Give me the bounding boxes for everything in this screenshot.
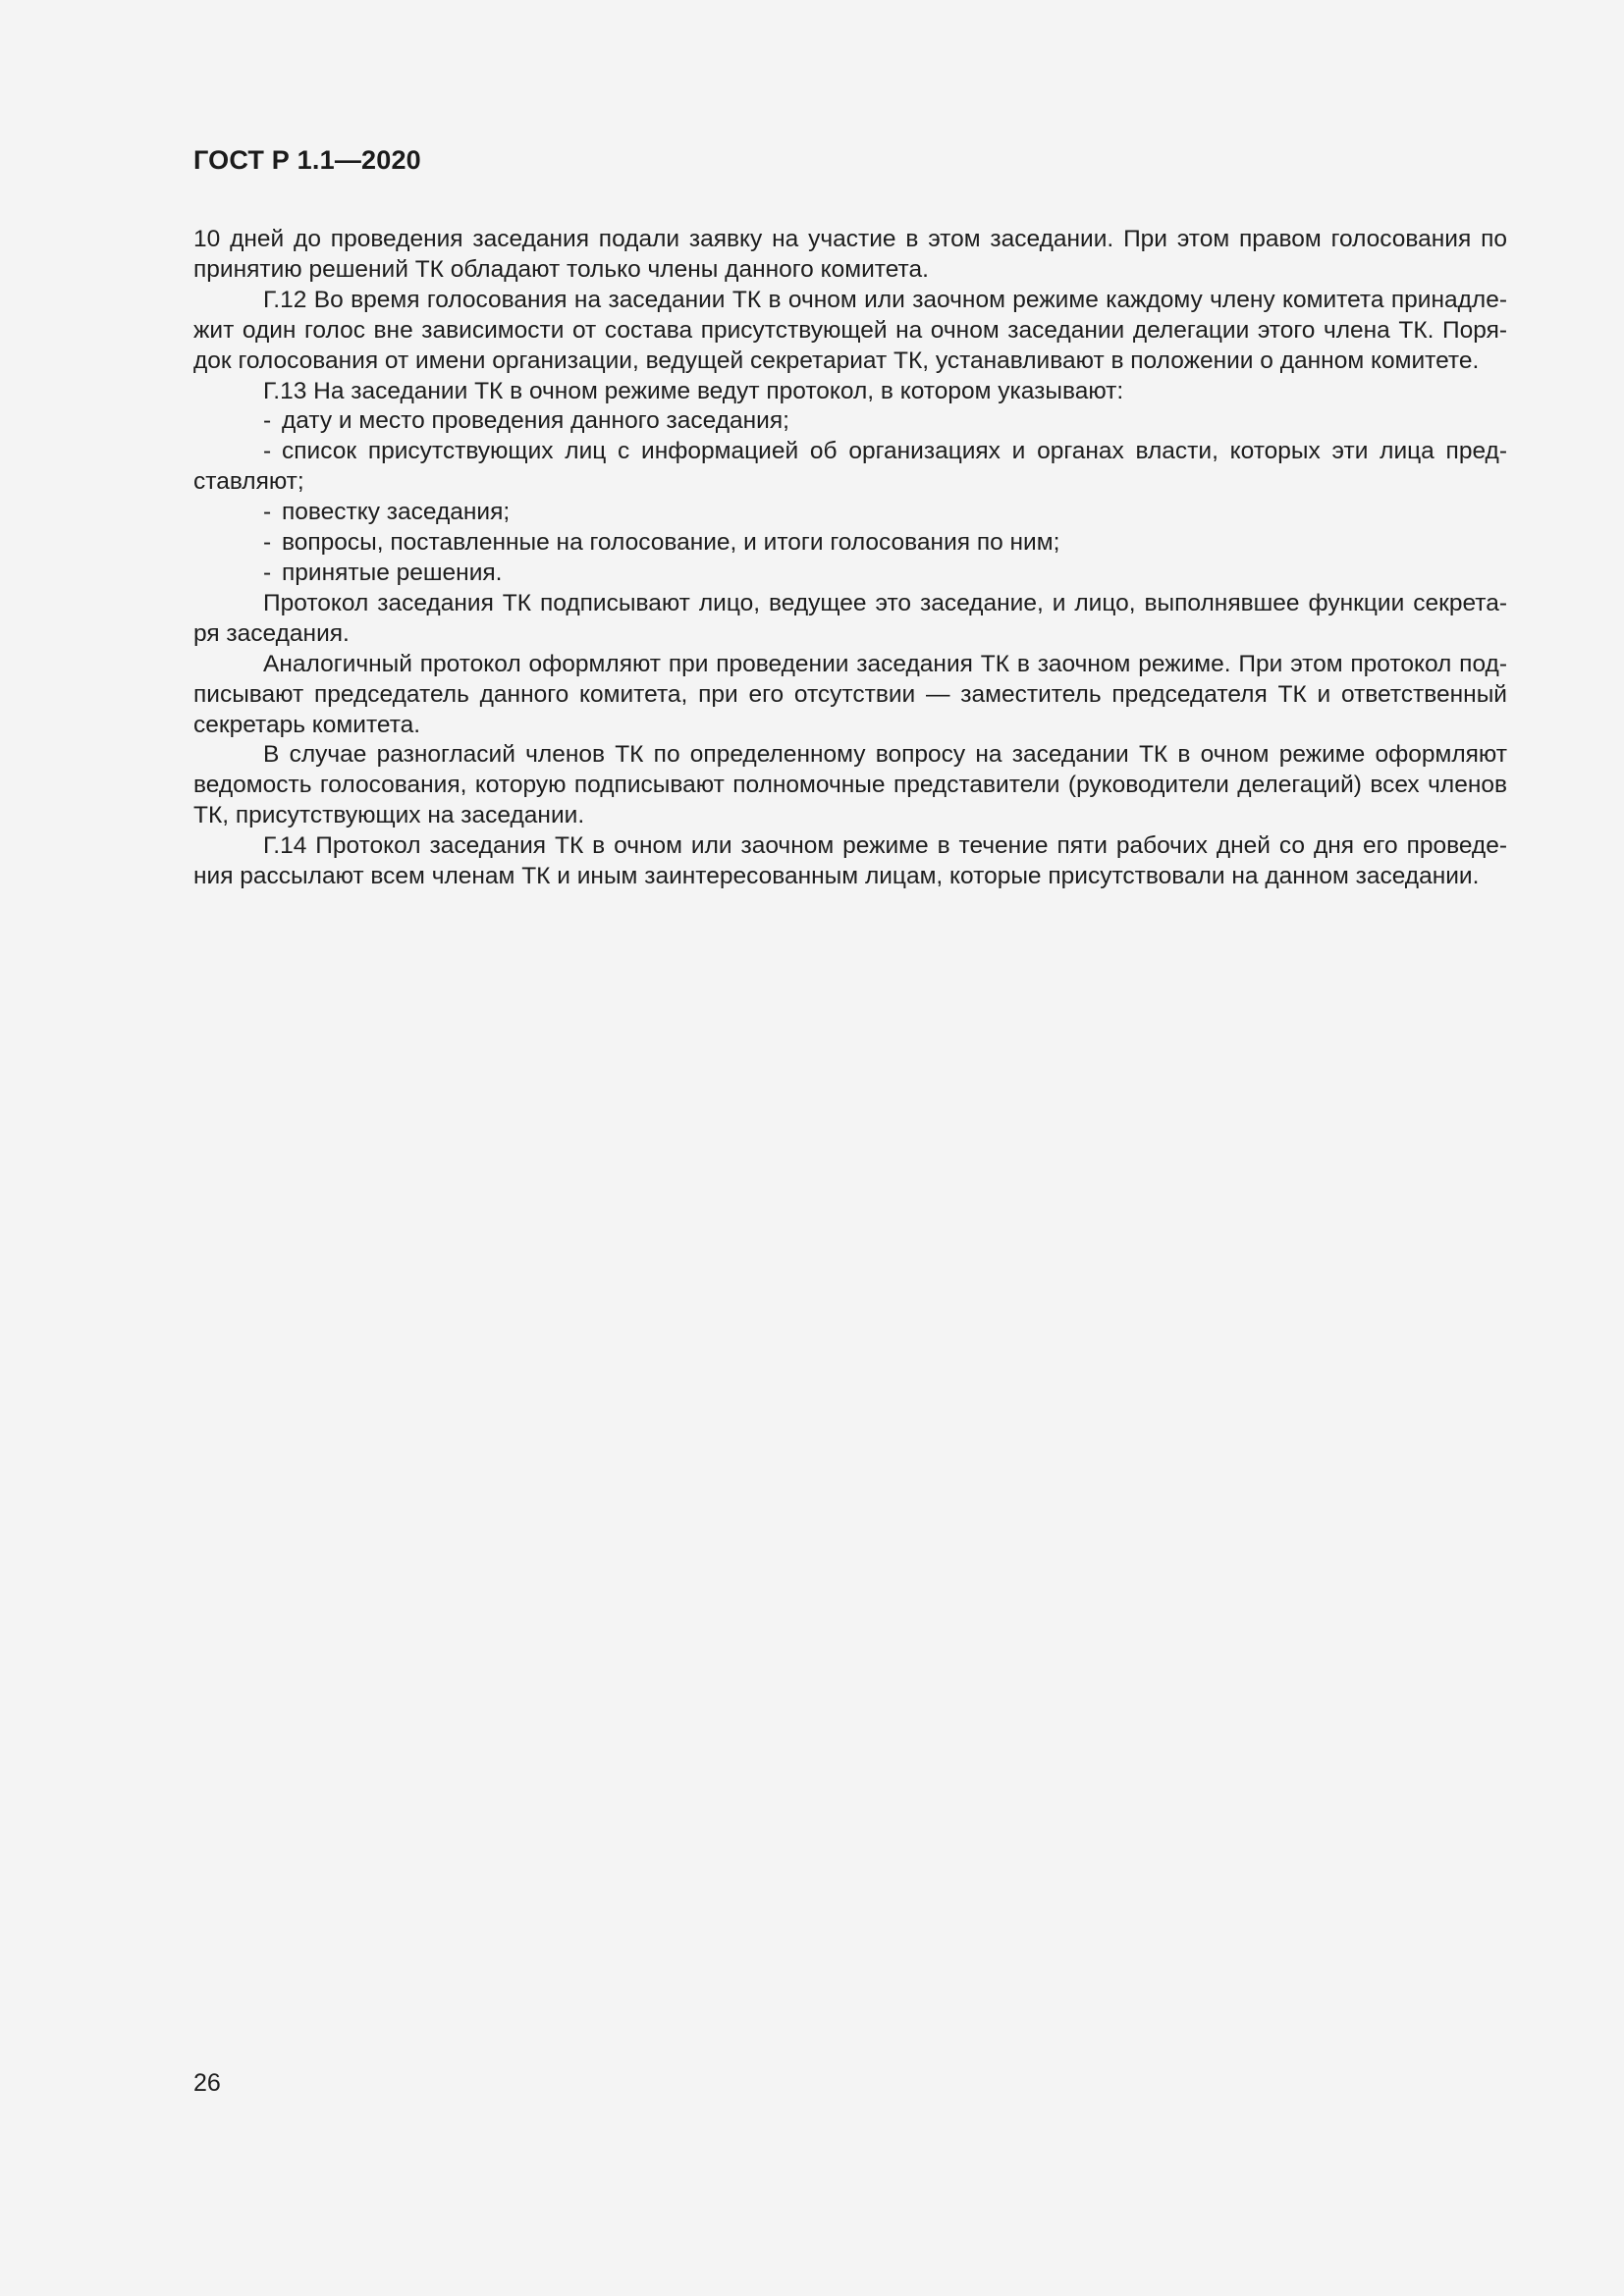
list-item-text: список присутствующих лиц с информацией об организациях и органах власти, которых эти лица пред-ставляют; (193, 438, 1507, 496)
list-dash: - (263, 407, 272, 435)
paragraph-continuation: 10 дней до проведения заседания подали заявку на участие в этом заседании. При этом правом голосования по принятию решений ТК обладают только члены данного комитета. (193, 226, 1507, 283)
paragraph-absentee-protocol: Аналогичный протокол оформляют при проведении заседания ТК в заочном режиме. При этом протокол под-писывают председатель данного комитета, при его отсутствии — заместитель председателя ТК и ответственный секретарь комитета. (193, 650, 1507, 738)
list-dash: - (263, 529, 272, 557)
list-item (193, 528, 1507, 559)
list-item (193, 559, 1507, 589)
paragraph-g12: Г.12 Во время голосования на заседании ТК в очном или заочном режиме каждому члену комитета принадле-жит один голос вне зависимости от состава присутствующей на очном заседании делегации этого члена ТК. Поря-док голосования от имени организации, ведущей секретариат ТК, устанавливают в положении о данном комитете. (193, 286, 1507, 374)
list-dash: - (263, 559, 272, 586)
list-item (193, 437, 1507, 498)
list-item-text: вопросы, поставленные на голосование, и итоги голосования по ним; (282, 529, 1060, 557)
list-item-text: дату и место проведения данного заседания; (282, 407, 789, 435)
list-item-text: повестку заседания; (282, 499, 511, 526)
paragraph-protocol-signing: Протокол заседания ТК подписывают лицо, ведущее это заседание, и лицо, выполнявшее функции секрета-ря заседания. (193, 589, 1507, 647)
paragraph-g13: Г.13 На заседании ТК в очном режиме ведут протокол, в котором указывают: (263, 377, 1124, 404)
list-dash: - (263, 499, 272, 526)
list-item (193, 498, 1507, 528)
document-body (193, 225, 1507, 892)
list-item-text: принятые решения. (282, 559, 503, 586)
list-dash: - (263, 438, 272, 465)
paragraph-voting-record: В случае разногласий членов ТК по определенному вопросу на заседании ТК в очном режиме оформляют ведомость голосования, которую подписывают полномочные представители (руководители делегаций) всех членов ТК, присутствующих на заседании. (193, 741, 1507, 829)
page-number: 26 (193, 2069, 221, 2097)
list-item (193, 406, 1507, 437)
document-header: ГОСТ Р 1.1—2020 (193, 145, 421, 175)
paragraph-g14: Г.14 Протокол заседания ТК в очном или заочном режиме в течение пяти рабочих дней со дня его проведе-ния рассылают всем членам ТК и иным заинтересованным лицам, которые присутствовали на данном заседании. (193, 832, 1507, 890)
